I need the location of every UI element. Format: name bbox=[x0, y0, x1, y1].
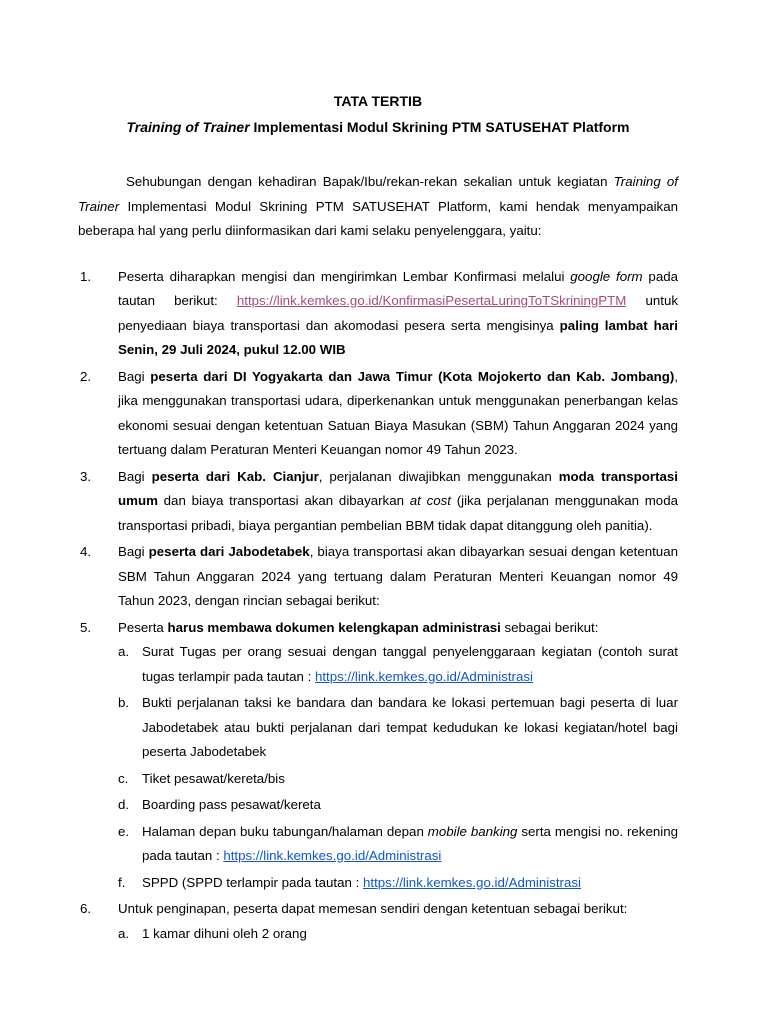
rule-text: , perjalanan diwajibkan menggunakan bbox=[318, 468, 559, 484]
sub-letter: d. bbox=[118, 797, 130, 812]
rule-italic: google form bbox=[570, 268, 643, 284]
rule-text: dan biaya transportasi akan dibayarkan bbox=[157, 493, 410, 508]
sub-letter: a. bbox=[118, 644, 130, 659]
rule-bold: harus membawa dokumen kelengkapan administrasi bbox=[167, 619, 501, 635]
sub-item-e bbox=[118, 820, 678, 869]
rule-item-1 bbox=[78, 265, 678, 363]
rule-italic: at cost bbox=[409, 493, 451, 508]
intro-paragraph bbox=[78, 170, 678, 244]
accommodation-list bbox=[118, 922, 678, 947]
intro-text: Sehubungan dengan kehadiran Bapak/Ibu/rekan-rekan sekalian untuk kegiatan bbox=[126, 174, 614, 189]
rule-text: (jika perjalanan menggunakan moda transportasi pribadi, biaya pergantian pembelian BBM tidak dapat ditanggung oleh panitia). bbox=[118, 493, 678, 533]
rule-text: Untuk penginapan, peserta dapat memesan sendiri dengan ketentuan sebagai berikut: bbox=[118, 901, 628, 916]
rule-text: Bagi bbox=[118, 468, 152, 484]
rule-item-3 bbox=[78, 465, 678, 539]
sub-item-d bbox=[118, 793, 678, 818]
sub-text: Surat Tugas per orang sesuai dengan tanggal penyelenggaraan kegiatan (contoh surat tugas terlampir pada tautan : bbox=[142, 644, 678, 684]
intro-text-rest: Implementasi Modul Skrining PTM SATUSEHAT Platform, kami hendak menyampaikan beberapa hal yang perlu diinformasikan dari kami selaku penyelenggara, yaitu: bbox=[78, 198, 678, 238]
sub-text: Halaman depan buku tabungan/halaman depan bbox=[142, 823, 428, 839]
rule-number: 3. bbox=[80, 468, 92, 484]
rule-text: Peserta bbox=[118, 619, 168, 635]
sub-text: Boarding pass pesawat/kereta bbox=[142, 797, 321, 812]
sub-text: Tiket pesawat/kereta/bis bbox=[142, 770, 285, 786]
sub-letter: c. bbox=[118, 770, 129, 786]
admin-documents-list bbox=[118, 640, 678, 895]
rule-text: sebagai berikut: bbox=[500, 619, 599, 635]
sub-letter: e. bbox=[118, 823, 130, 839]
administrasi-link[interactable]: https://link.kemkes.go.id/Administrasi bbox=[223, 848, 442, 863]
rule-number: 5. bbox=[80, 619, 92, 635]
rule-text: , biaya transportasi akan dibayarkan sesuai dengan ketentuan SBM Tahun Anggaran 2024 yang tertuang dalam Peraturan Menteri Keuangan nomor 49 Tahun 2023, dengan rincian sebagai berikut: bbox=[118, 544, 678, 608]
intro-italic: Training of Trainer bbox=[78, 174, 678, 214]
document-title: TATA TERTIB bbox=[333, 93, 423, 109]
rule-bold: peserta dari Kab. Cianjur bbox=[151, 468, 319, 484]
subtitle-text: Implementasi Modul Skrining PTM SATUSEHAT Platform bbox=[249, 119, 630, 135]
rules-list bbox=[78, 265, 678, 947]
rule-number: 6. bbox=[80, 901, 92, 916]
rule-item-2 bbox=[78, 365, 678, 463]
sub-text: 1 kamar dihuni oleh 2 orang bbox=[142, 925, 307, 941]
document-subtitle bbox=[78, 115, 678, 139]
sub-item-c bbox=[118, 767, 678, 792]
rule-text: Peserta diharapkan mengisi dan mengirimkan Lembar Konfirmasi melalui bbox=[118, 268, 571, 284]
sub-item-b bbox=[118, 691, 678, 765]
rule-number: 1. bbox=[80, 268, 92, 284]
rule-text: untuk penyediaan biaya transportasi dan akomodasi pesera serta mengisinya bbox=[118, 293, 678, 333]
sub-letter: f. bbox=[118, 874, 126, 890]
rule-text: Bagi bbox=[118, 544, 149, 559]
rule-text: Bagi bbox=[118, 368, 151, 384]
sub-letter: b. bbox=[118, 695, 130, 710]
rule-item-4 bbox=[78, 540, 678, 614]
rule-item-6 bbox=[78, 897, 678, 946]
sub-text: SPPD (SPPD terlampir pada tautan : bbox=[142, 874, 363, 890]
rule-bold: moda transportasi umum bbox=[118, 468, 678, 508]
rule-deadline: paling lambat hari Senin, 29 Juli 2024, pukul 12.00 WIB bbox=[118, 317, 678, 357]
rule-text: pada tautan berikut: bbox=[118, 268, 679, 308]
sub-italic: mobile banking bbox=[427, 823, 518, 839]
rule-bold: peserta dari Jabodetabek bbox=[148, 544, 310, 559]
sub-item-a bbox=[118, 922, 678, 947]
sub-text: Bukti perjalanan taksi ke bandara dan bandara ke lokasi pertemuan bagi peserta di luar Jabodetabek atau bukti perjalanan dari tempat kedudukan ke lokasi kegiatan/hotel bagi peserta Jabodetabek bbox=[142, 695, 678, 759]
sub-text: serta mengisi no. rekening pada tautan : bbox=[142, 823, 678, 863]
rule-item-5 bbox=[78, 616, 678, 896]
rule-number: 4. bbox=[80, 544, 92, 559]
rule-bold: peserta dari DI Yogyakarta dan Jawa Timur (Kota Mojokerto dan Kab. Jombang) bbox=[150, 368, 675, 384]
confirmation-form-link[interactable]: https://link.kemkes.go.id/KonfirmasiPesertaLuringToTSkriningPTM bbox=[236, 293, 627, 308]
rule-text: , jika menggunakan transportasi udara, diperkenankan untuk menggunakan penerbangan kelas ekonomi sesuai dengan ketentuan Satuan Biaya Masukan (SBM) Tahun Anggaran 2024 yang tertuang dalam Peraturan Menteri Keuangan nomor 49 Tahun 2023. bbox=[118, 368, 678, 457]
administrasi-link[interactable]: https://link.kemkes.go.id/Administrasi bbox=[314, 668, 533, 684]
sub-letter: a. bbox=[118, 925, 130, 941]
sub-item-a bbox=[118, 640, 678, 689]
subtitle-italic: Training of Trainer bbox=[126, 119, 250, 135]
rule-number: 2. bbox=[80, 368, 92, 384]
sub-item-f bbox=[118, 871, 678, 896]
administrasi-link[interactable]: https://link.kemkes.go.id/Administrasi bbox=[362, 874, 581, 890]
